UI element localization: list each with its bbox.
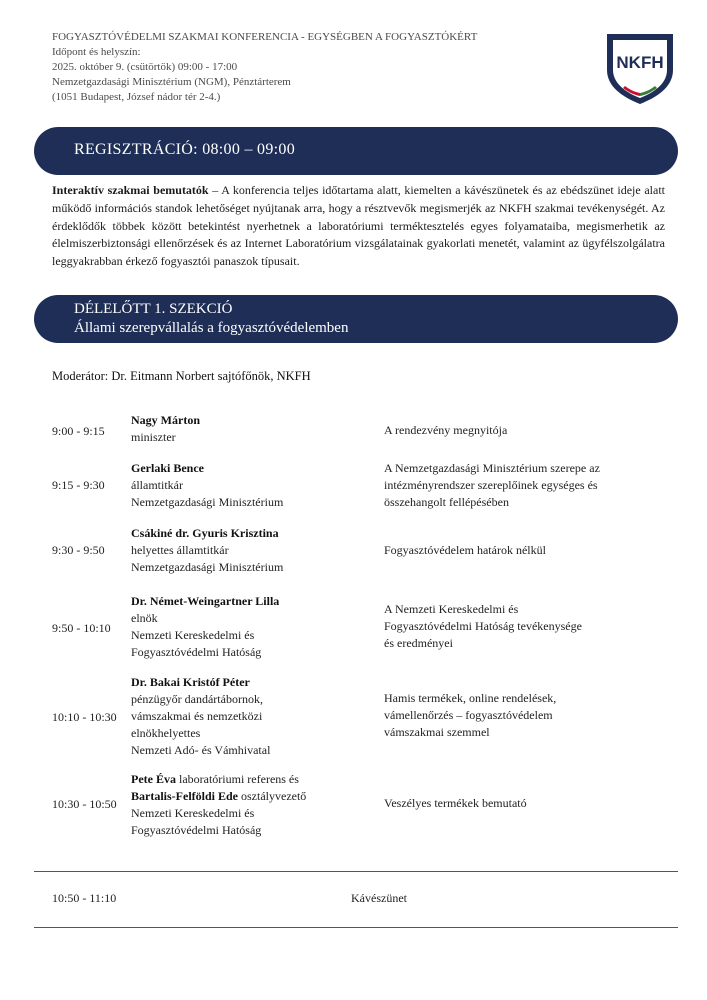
speaker-block — [131, 412, 376, 446]
topic-line: Hamis termékek, online rendelések, — [384, 691, 557, 705]
speaker-block — [131, 460, 376, 511]
topic-line: A Nemzeti Kereskedelmi és — [384, 602, 519, 616]
intro-text: – A konferencia teljes időtartama alatt, kiemelten a kávészünetek és az ebédszünet ideje alatt működő információs standok lehetőséget nyújtanak arra, hogy a résztvevők megismerjék az NKFH szakmai tevékenységét. Az érdeklődők többek között betekintést nyerhetnek a laboratóriumi terméktesztelés egyes folyamataiba, megismerhetik az élelmiszerbiztonsági ellenőrzések és az Internet Laboratórium vizsgálatainak gyakorlati menetét, valamint az ügyfélszolgálatra leggyakrabban érkező fogyasztói panaszok típusait. — [52, 183, 665, 269]
talk-topic — [384, 542, 659, 559]
speaker-detail: pénzügyőr dandártábornok, — [131, 692, 263, 706]
slot-time: 9:30 - 9:50 — [52, 543, 105, 557]
slot-time: 9:15 - 9:30 — [52, 478, 105, 492]
topic-line: A rendezvény megnyitója — [384, 423, 508, 437]
speaker-name: Nagy Márton — [131, 413, 200, 427]
date-place-label: Időpont és helyszín: — [52, 46, 141, 58]
speaker-detail: helyettes államtitkár — [131, 543, 229, 557]
speaker-detail: Fogyasztóvédelmi Hatóság — [131, 823, 262, 837]
speaker-name: Pete Éva — [131, 772, 176, 786]
speaker-name: Dr. Bakai Kristóf Péter — [131, 675, 250, 689]
speaker-detail: Nemzetgazdasági Minisztérium — [131, 495, 284, 509]
topic-line: összehangolt fellépésében — [384, 495, 509, 509]
slot-time: 10:10 - 10:30 — [52, 710, 117, 724]
moderator: Moderátor: Dr. Eitmann Norbert sajtófőnök, NKFH — [52, 369, 311, 383]
slot-time: 9:50 - 10:10 — [52, 621, 111, 635]
speaker-detail: Nemzetgazdasági Minisztérium — [131, 560, 284, 574]
section-banner — [34, 295, 678, 343]
speaker-detail: elnök — [131, 611, 158, 625]
conference-title: FOGYASZTÓVÉDELMI SZAKMAI KONFERENCIA - EGYSÉGBEN A FOGYASZTÓKÉRT — [52, 31, 478, 43]
topic-line: intézményrendszer szereplőinek egységes és — [384, 478, 598, 492]
event-date: 2025. október 9. (csütörtök) 09:00 - 17:00 — [52, 61, 238, 73]
divider — [34, 871, 678, 872]
topic-line: vámellenőrzés – fogyasztóvédelem — [384, 708, 553, 722]
nkfh-logo — [603, 30, 677, 106]
divider — [34, 927, 678, 928]
speaker-role: laboratóriumi referens és — [175, 772, 299, 786]
speaker-name: Gerlaki Bence — [131, 461, 204, 475]
talk-topic — [384, 460, 659, 511]
section-subtitle: Állami szerepvállalás a fogyasztóvédelemben — [74, 320, 349, 336]
speaker-name: Bartalis-Felföldi Ede — [131, 789, 238, 803]
topic-line: Veszélyes termékek bemutató — [384, 796, 527, 810]
intro-paragraph — [52, 182, 665, 271]
speaker-block — [131, 525, 376, 576]
talk-topic — [384, 795, 659, 812]
slot-time: 9:00 - 9:15 — [52, 424, 105, 438]
speaker-detail: Nemzeti Kereskedelmi és — [131, 806, 255, 820]
break-label: Kávészünet — [351, 891, 407, 905]
speaker-detail: Nemzeti Adó- és Vámhivatal — [131, 743, 271, 757]
speaker-block — [131, 674, 376, 759]
logo-text: NKFH — [616, 53, 664, 72]
speaker-detail: elnökhelyettes — [131, 726, 201, 740]
speaker-block — [131, 593, 376, 661]
topic-line: vámszakmai szemmel — [384, 725, 490, 739]
topic-line: Fogyasztóvédelmi Hatóság tevékenysége — [384, 619, 582, 633]
talk-topic — [384, 690, 659, 741]
speaker-name: Dr. Német-Weingartner Lilla — [131, 594, 280, 608]
event-header — [52, 30, 572, 105]
speaker-detail: vámszakmai és nemzetközi — [131, 709, 263, 723]
speaker-detail: miniszter — [131, 430, 176, 444]
registration-title: REGISZTRÁCIÓ: 08:00 – 09:00 — [74, 141, 295, 158]
speaker-detail: államtitkár — [131, 478, 183, 492]
talk-topic — [384, 422, 659, 439]
topic-line: és eredményei — [384, 636, 453, 650]
section-title: DÉLELŐTT 1. SZEKCIÓ — [74, 301, 233, 317]
speaker-detail: Fogyasztóvédelmi Hatóság — [131, 645, 262, 659]
topic-line: Fogyasztóvédelem határok nélkül — [384, 543, 546, 557]
speaker-name: Csákiné dr. Gyuris Krisztina — [131, 526, 279, 540]
event-venue: Nemzetgazdasági Minisztérium (NGM), Pénztárterem — [52, 76, 291, 88]
event-address: (1051 Budapest, József nádor tér 2-4.) — [52, 91, 221, 103]
registration-banner — [34, 127, 678, 175]
topic-line: A Nemzetgazdasági Minisztérium szerepe az — [384, 461, 600, 475]
slot-time: 10:30 - 10:50 — [52, 797, 117, 811]
talk-topic — [384, 601, 659, 652]
speaker-detail: Nemzeti Kereskedelmi és — [131, 628, 255, 642]
break-time: 10:50 - 11:10 — [52, 891, 117, 905]
intro-lead: Interaktív szakmai bemutatók — [52, 183, 209, 197]
speaker-block — [131, 771, 376, 839]
speaker-role: osztályvezető — [238, 789, 307, 803]
